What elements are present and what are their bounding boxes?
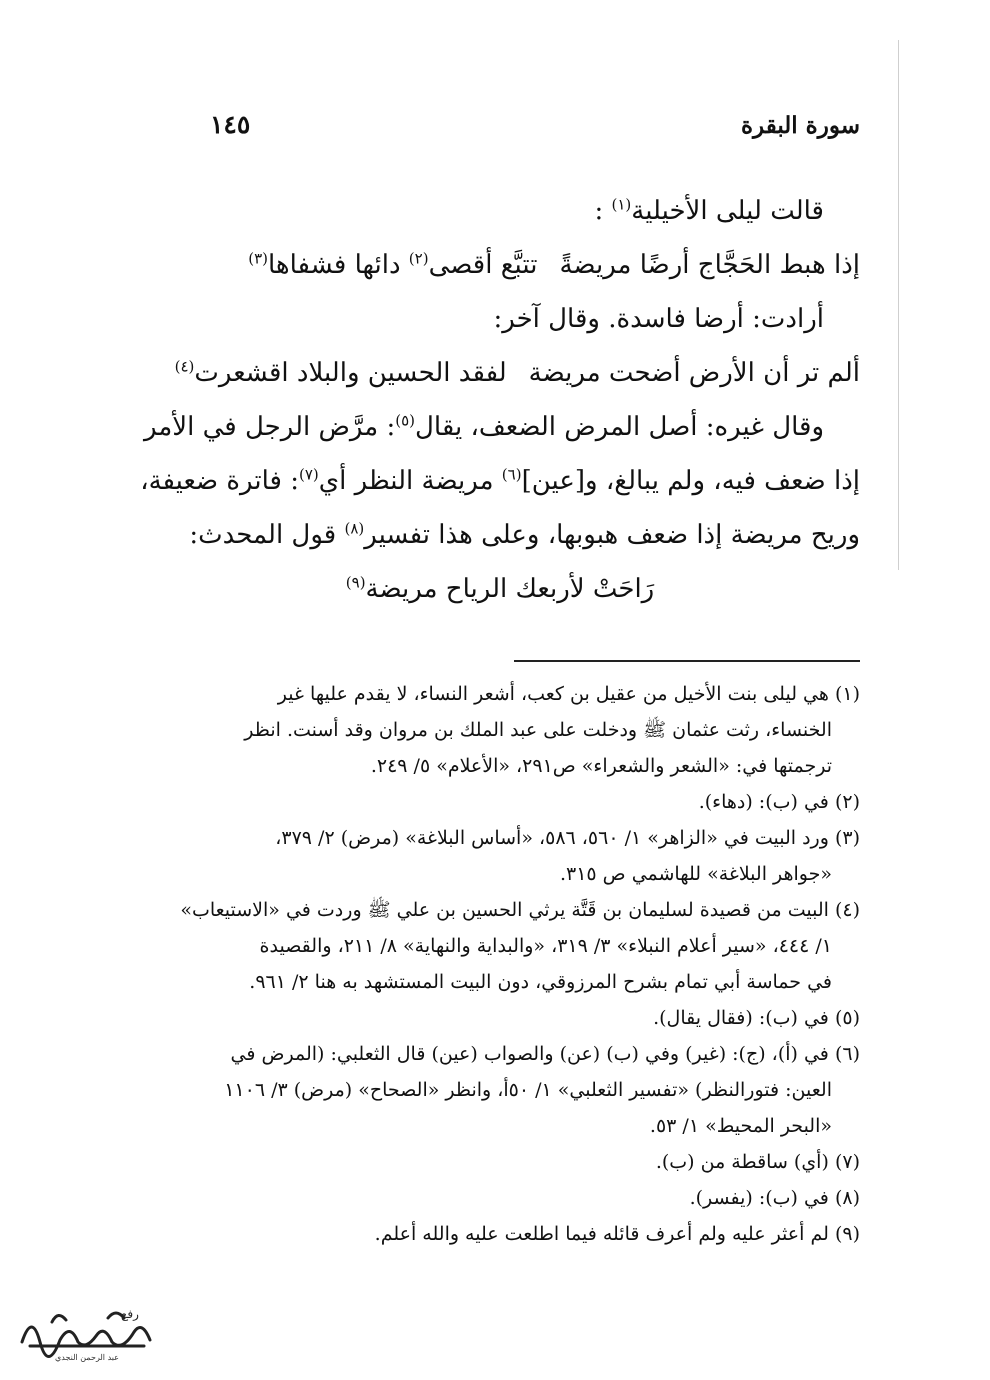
footnote-3: (٣) ورد البيت في «الزاهر» ١/ ٥٦٠، ٥٨٦، «أساس البلاغة» (مرض) ٢/ ٣٧٩، «جواهر البلاغة» للهاشمي ص ٣١٥. bbox=[275, 827, 860, 885]
footnote-5: (٥) في (ب): (فقال يقال). bbox=[653, 1007, 860, 1029]
footnote-2: (٢) في (ب): (دهاء). bbox=[698, 791, 860, 813]
chapter-title: سورة البقرة bbox=[740, 112, 860, 139]
publisher-logo bbox=[12, 1302, 162, 1364]
footnote-7: (٧) (أي) ساقطة من (ب). bbox=[655, 1151, 860, 1173]
footnote-6: (٦) في (أ)، (ج): (غير) وفي (ب) (عن) والصواب (عين) قال الثعلبي: (المرض في العين: فتورالنظر) «تفسير الثعلبي» ١/ ٥٠أ، وانظر «الصحاح» (مرض) ٣/ ١١٠٦ «البحر المحيط» ١/ ٥٣. bbox=[224, 1043, 860, 1137]
verse-2-second-hemistich: لفقد الحسين والبلاد اقشعرت$^{(٤)}$ bbox=[174, 357, 507, 388]
svg-text:عبد الرحمن النجدي: عبد الرحمن النجدي bbox=[55, 1353, 119, 1362]
verse-2-first-hemistich: ألم تر أن الأرض أضحت مريضة bbox=[528, 358, 860, 388]
page-edge-line bbox=[898, 40, 899, 570]
text-line-7: وريح مريضة إذا ضعف هبوبها، وعلى هذا تفسير$^{(٨)}$ قول المحدث: bbox=[189, 519, 860, 550]
verse-2 bbox=[140, 346, 860, 400]
footnote-9: (٩) لم أعثر عليه ولم أعرف قائله فيما اطلعت عليه والله أعلم. bbox=[374, 1223, 860, 1245]
main-text bbox=[140, 184, 860, 616]
text-line-1: قالت ليلى الأخيلية$^{(١)}$ : bbox=[594, 195, 824, 226]
footnote-1: (١) هي ليلى بنت الأخيل من عقيل بن كعب، أشعر النساء، لا يقدم عليها غير الخنساء، رثت عثمان ﷺ ودخلت على عبد الملك بن مروان وقد أسنت. انظر ترجمتها في: «الشعر والشعراء» ص٢٩١، «الأعلام» ٥/ ٢٤٩. bbox=[244, 683, 860, 777]
page-header bbox=[140, 110, 860, 150]
footnote-separator bbox=[514, 660, 860, 662]
footnote-4: (٤) البيت من قصيدة لسليمان بن قَتَّة يرثي الحسين بن علي ﷺ وردت في «الاستيعاب» ١/ ٤٤٤، «سير أعلام النبلاء» ٣/ ٣١٩، «والبداية والنهاية» ٨/ ٢١١، والقصيدة في حماسة أبي تمام بشرح المرزوقي، دون البيت المستشهد به هنا ٢/ ٩٦١. bbox=[180, 899, 860, 993]
verse-1 bbox=[140, 238, 860, 292]
text-line-6: إذا ضعف فيه، ولم يبالغ، و[عين]$^{(٦)}$ مريضة النظر أي$^{(٧)}$: فاترة ضعيفة، bbox=[140, 465, 860, 496]
verse-3: رَاحَتْ لأربعك الرياح مريضة$^{(٩)}$ bbox=[345, 573, 655, 604]
footnotes bbox=[140, 676, 860, 1252]
svg-text:رفع: رفع bbox=[121, 1307, 139, 1321]
text-line-3: أرادت: أرضا فاسدة. وقال آخر: bbox=[493, 304, 824, 334]
footnote-8: (٨) في (ب): (يفسر). bbox=[689, 1187, 860, 1209]
verse-1-first-hemistich: إذا هبط الحَجَّاج أرضًا مريضةً bbox=[559, 250, 860, 280]
page-number: ١٤٥ bbox=[210, 110, 251, 139]
page bbox=[140, 110, 860, 1252]
verse-1-second-hemistich: تتبَّع أقصى$^{(٢)}$ دائها فشفاها$^{(٣)}$ bbox=[248, 249, 538, 280]
text-line-5: وقال غيره: أصل المرض الضعف، يقال$^{(٥)}$: مرَّض الرجل في الأمر bbox=[144, 411, 824, 442]
